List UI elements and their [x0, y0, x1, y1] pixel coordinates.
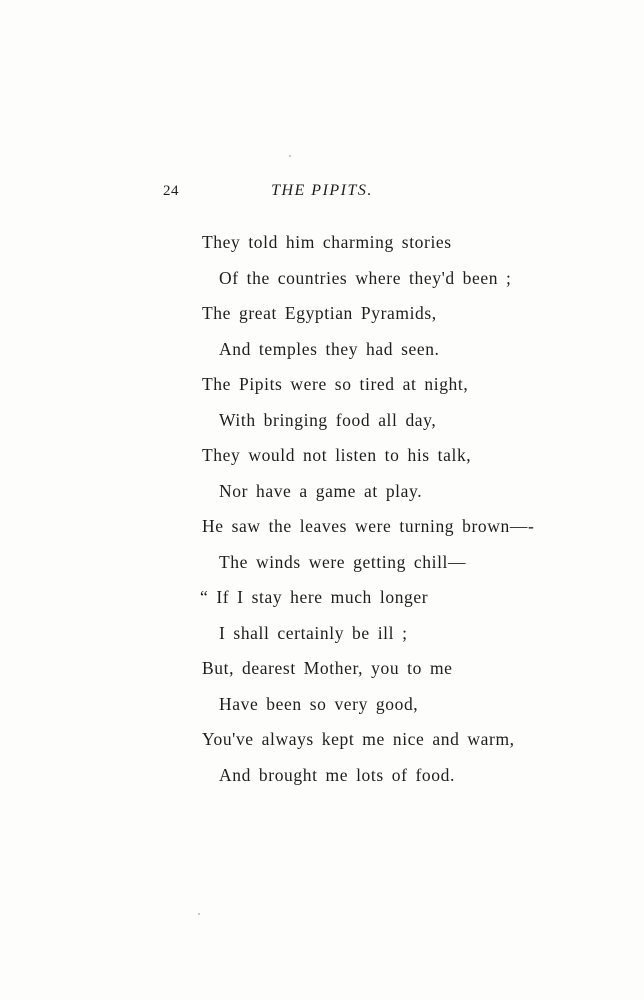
poem-line: I shall certainly be ill ;	[219, 623, 408, 643]
poem-line: The winds were getting chill—	[219, 552, 467, 572]
poem-line: And temples they had seen.	[219, 339, 440, 359]
poem-line: Have been so very good,	[219, 694, 419, 714]
poem-line: The great Egyptian Pyramids,	[202, 303, 437, 323]
poem-line: He saw the leaves were turning brown—-	[202, 516, 535, 536]
paper-speck	[198, 913, 200, 915]
poem-line: “ If I stay here much longer	[200, 587, 429, 607]
poem-line: With bringing food all day,	[219, 410, 437, 430]
poem-line: The Pipits were so tired at night,	[202, 374, 469, 394]
poem-line: You've always kept me nice and warm,	[202, 729, 515, 749]
poem-line: They would not listen to his talk,	[202, 445, 472, 465]
poem-line: Nor have a game at play.	[219, 481, 423, 501]
poem-line: They told him charming stories	[202, 232, 452, 252]
poem-line: And brought me lots of food.	[219, 765, 455, 785]
page-number: 24	[163, 183, 179, 199]
poem-line: Of the countries where they'd been ;	[219, 268, 512, 288]
paper-speck	[289, 155, 291, 157]
running-title: THE PIPITS.	[271, 182, 373, 199]
poem-line: But, dearest Mother, you to me	[202, 658, 453, 678]
